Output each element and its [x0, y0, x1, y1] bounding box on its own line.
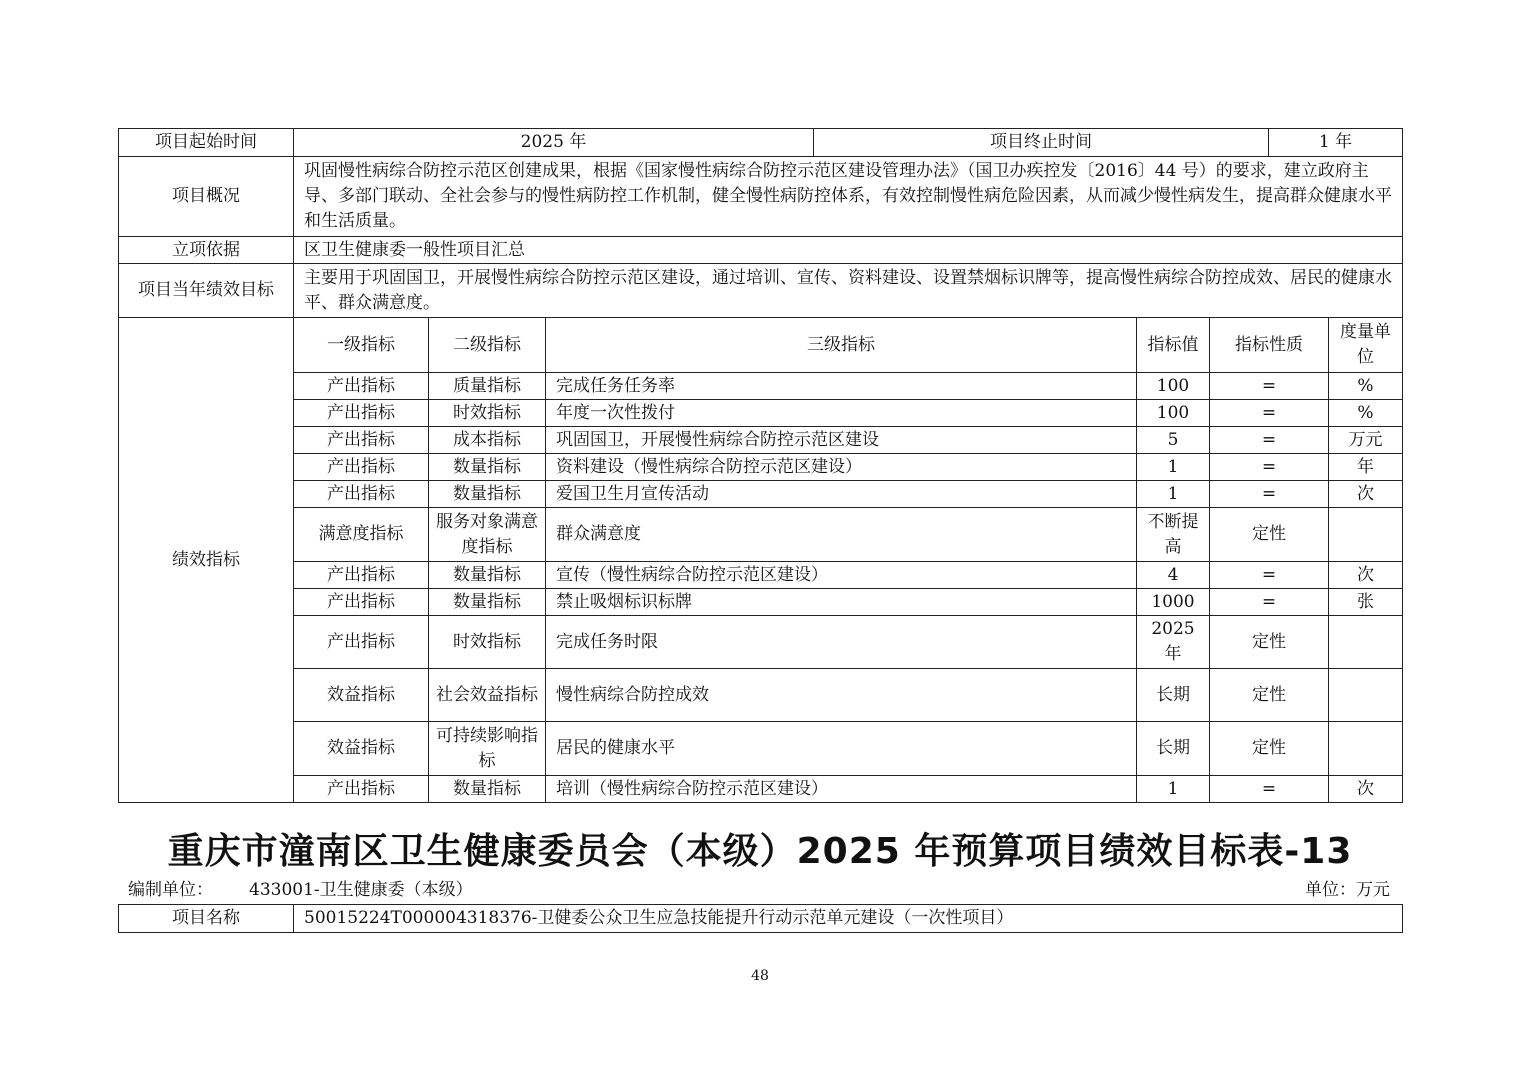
level1-cell: 产出指标	[294, 776, 429, 803]
goal-text: 主要用于巩固国卫，开展慢性病综合防控示范区建设，通过培训、宣传、资料建设、设置禁烟标识牌等，提高慢性病综合防控成效、居民的健康水平、群众满意度。	[294, 264, 1403, 318]
goal-label: 项目当年绩效目标	[119, 264, 294, 318]
unit-cell: 次	[1329, 562, 1403, 589]
level1-cell: 效益指标	[294, 669, 429, 722]
indicators-label: 绩效指标	[119, 318, 294, 803]
level1-cell: 产出指标	[294, 454, 429, 481]
level1-cell: 产出指标	[294, 562, 429, 589]
level2-cell: 数量指标	[429, 776, 546, 803]
value-cell: 1	[1137, 454, 1210, 481]
header-level1: 一级指标	[294, 318, 429, 373]
performance-target-table	[118, 128, 1403, 803]
level2-cell: 成本指标	[429, 427, 546, 454]
level3-cell: 宣传（慢性病综合防控示范区建设）	[546, 562, 1137, 589]
level1-cell: 产出指标	[294, 616, 429, 669]
level3-cell: 资料建设（慢性病综合防控示范区建设）	[546, 454, 1137, 481]
value-cell: 2025 年	[1137, 616, 1210, 669]
nature-cell: =	[1210, 481, 1329, 508]
level3-cell: 居民的健康水平	[546, 722, 1137, 776]
nature-cell: 定性	[1210, 669, 1329, 722]
basis-label: 立项依据	[119, 237, 294, 264]
header-nature: 指标性质	[1210, 318, 1329, 373]
unit-cell: %	[1329, 373, 1403, 400]
start-time-label: 项目起始时间	[119, 129, 294, 157]
nature-cell: =	[1210, 454, 1329, 481]
level2-cell: 可持续影响指标	[429, 722, 546, 776]
prepared-by	[128, 878, 473, 902]
level2-cell: 数量指标	[429, 562, 546, 589]
level2-cell: 数量指标	[429, 589, 546, 616]
indicator-header-row	[119, 318, 1403, 373]
level2-cell: 时效指标	[429, 400, 546, 427]
nature-cell: =	[1210, 776, 1329, 803]
unit-cell: 年	[1329, 454, 1403, 481]
unit-cell	[1329, 616, 1403, 669]
level3-cell: 巩固国卫，开展慢性病综合防控示范区建设	[546, 427, 1137, 454]
level3-cell: 爱国卫生月宣传活动	[546, 481, 1137, 508]
level1-cell: 产出指标	[294, 589, 429, 616]
project-name-row	[119, 905, 1403, 933]
level1-cell: 产出指标	[294, 373, 429, 400]
header-unit: 度量单位	[1329, 318, 1403, 373]
nature-cell: =	[1210, 589, 1329, 616]
header-level2: 二级指标	[429, 318, 546, 373]
unit-cell: 次	[1329, 776, 1403, 803]
project-name-table	[118, 904, 1403, 933]
value-cell: 1000	[1137, 589, 1210, 616]
unit-info-row	[128, 878, 1390, 902]
nature-cell: 定性	[1210, 722, 1329, 776]
time-row	[119, 129, 1403, 157]
value-cell: 100	[1137, 373, 1210, 400]
nature-cell: =	[1210, 562, 1329, 589]
table-row	[119, 776, 1403, 803]
page-number: 48	[751, 968, 769, 984]
goal-row	[119, 264, 1403, 318]
table-row	[119, 669, 1403, 722]
header-value: 指标值	[1137, 318, 1210, 373]
end-time-label: 项目终止时间	[814, 129, 1269, 157]
level1-cell: 满意度指标	[294, 508, 429, 562]
value-cell: 5	[1137, 427, 1210, 454]
unit-cell	[1329, 508, 1403, 562]
level3-cell: 群众满意度	[546, 508, 1137, 562]
nature-cell: =	[1210, 427, 1329, 454]
unit-cell: 次	[1329, 481, 1403, 508]
table-row	[119, 722, 1403, 776]
level2-cell: 数量指标	[429, 454, 546, 481]
level1-cell: 产出指标	[294, 427, 429, 454]
unit-cell: 万元	[1329, 427, 1403, 454]
end-time-value: 1 年	[1269, 129, 1403, 157]
overview-label: 项目概况	[119, 157, 294, 237]
nature-cell: =	[1210, 373, 1329, 400]
overview-text: 巩固慢性病综合防控示范区创建成果，根据《国家慢性病综合防控示范区建设管理办法》（国卫办疾控发〔2016〕44 号）的要求，建立政府主导、多部门联动、全社会参与的慢性病防控工作机制，健全慢性病防控体系，有效控制慢性病危险因素，从而减少慢性病发生，提高群众健康水平和生活质量。	[294, 157, 1403, 237]
table-row	[119, 454, 1403, 481]
project-name-value: 50015224T000004318376-卫健委公众卫生应急技能提升行动示范单元建设（一次性项目）	[294, 905, 1403, 933]
table-row	[119, 616, 1403, 669]
value-cell: 长期	[1137, 669, 1210, 722]
table-row	[119, 481, 1403, 508]
table-row	[119, 373, 1403, 400]
level2-cell: 社会效益指标	[429, 669, 546, 722]
table-row	[119, 508, 1403, 562]
table-row	[119, 562, 1403, 589]
table-row	[119, 589, 1403, 616]
value-cell: 1	[1137, 481, 1210, 508]
basis-text: 区卫生健康委一般性项目汇总	[294, 237, 1403, 264]
nature-cell: 定性	[1210, 616, 1329, 669]
unit-cell: 张	[1329, 589, 1403, 616]
value-cell: 4	[1137, 562, 1210, 589]
level2-cell: 数量指标	[429, 481, 546, 508]
level2-cell: 质量指标	[429, 373, 546, 400]
value-cell: 不断提高	[1137, 508, 1210, 562]
basis-row	[119, 237, 1403, 264]
page-title: 重庆市潼南区卫生健康委员会（本级）2025 年预算项目绩效目标表-13	[167, 831, 1353, 872]
unit-cell	[1329, 669, 1403, 722]
value-cell: 1	[1137, 776, 1210, 803]
level2-cell: 时效指标	[429, 616, 546, 669]
table-row	[119, 427, 1403, 454]
level3-cell: 慢性病综合防控成效	[546, 669, 1137, 722]
level1-cell: 产出指标	[294, 400, 429, 427]
project-name-label: 项目名称	[119, 905, 294, 933]
unit-cell: %	[1329, 400, 1403, 427]
level1-cell: 效益指标	[294, 722, 429, 776]
level3-cell: 完成任务任务率	[546, 373, 1137, 400]
unit-label: 单位：万元	[1305, 880, 1390, 900]
table-row	[119, 400, 1403, 427]
overview-row	[119, 157, 1403, 237]
level3-cell: 年度一次性拨付	[546, 400, 1137, 427]
unit-cell	[1329, 722, 1403, 776]
level3-cell: 培训（慢性病综合防控示范区建设）	[546, 776, 1137, 803]
value-cell: 100	[1137, 400, 1210, 427]
level2-cell: 服务对象满意度指标	[429, 508, 546, 562]
prepared-by-label: 编制单位：	[128, 880, 213, 900]
start-time-value: 2025 年	[294, 129, 814, 157]
prepared-by-value: 433001-卫生健康委（本级）	[249, 880, 473, 900]
nature-cell: =	[1210, 400, 1329, 427]
header-level3: 三级指标	[546, 318, 1137, 373]
level3-cell: 完成任务时限	[546, 616, 1137, 669]
value-cell: 长期	[1137, 722, 1210, 776]
level3-cell: 禁止吸烟标识标牌	[546, 589, 1137, 616]
level1-cell: 产出指标	[294, 481, 429, 508]
nature-cell: 定性	[1210, 508, 1329, 562]
